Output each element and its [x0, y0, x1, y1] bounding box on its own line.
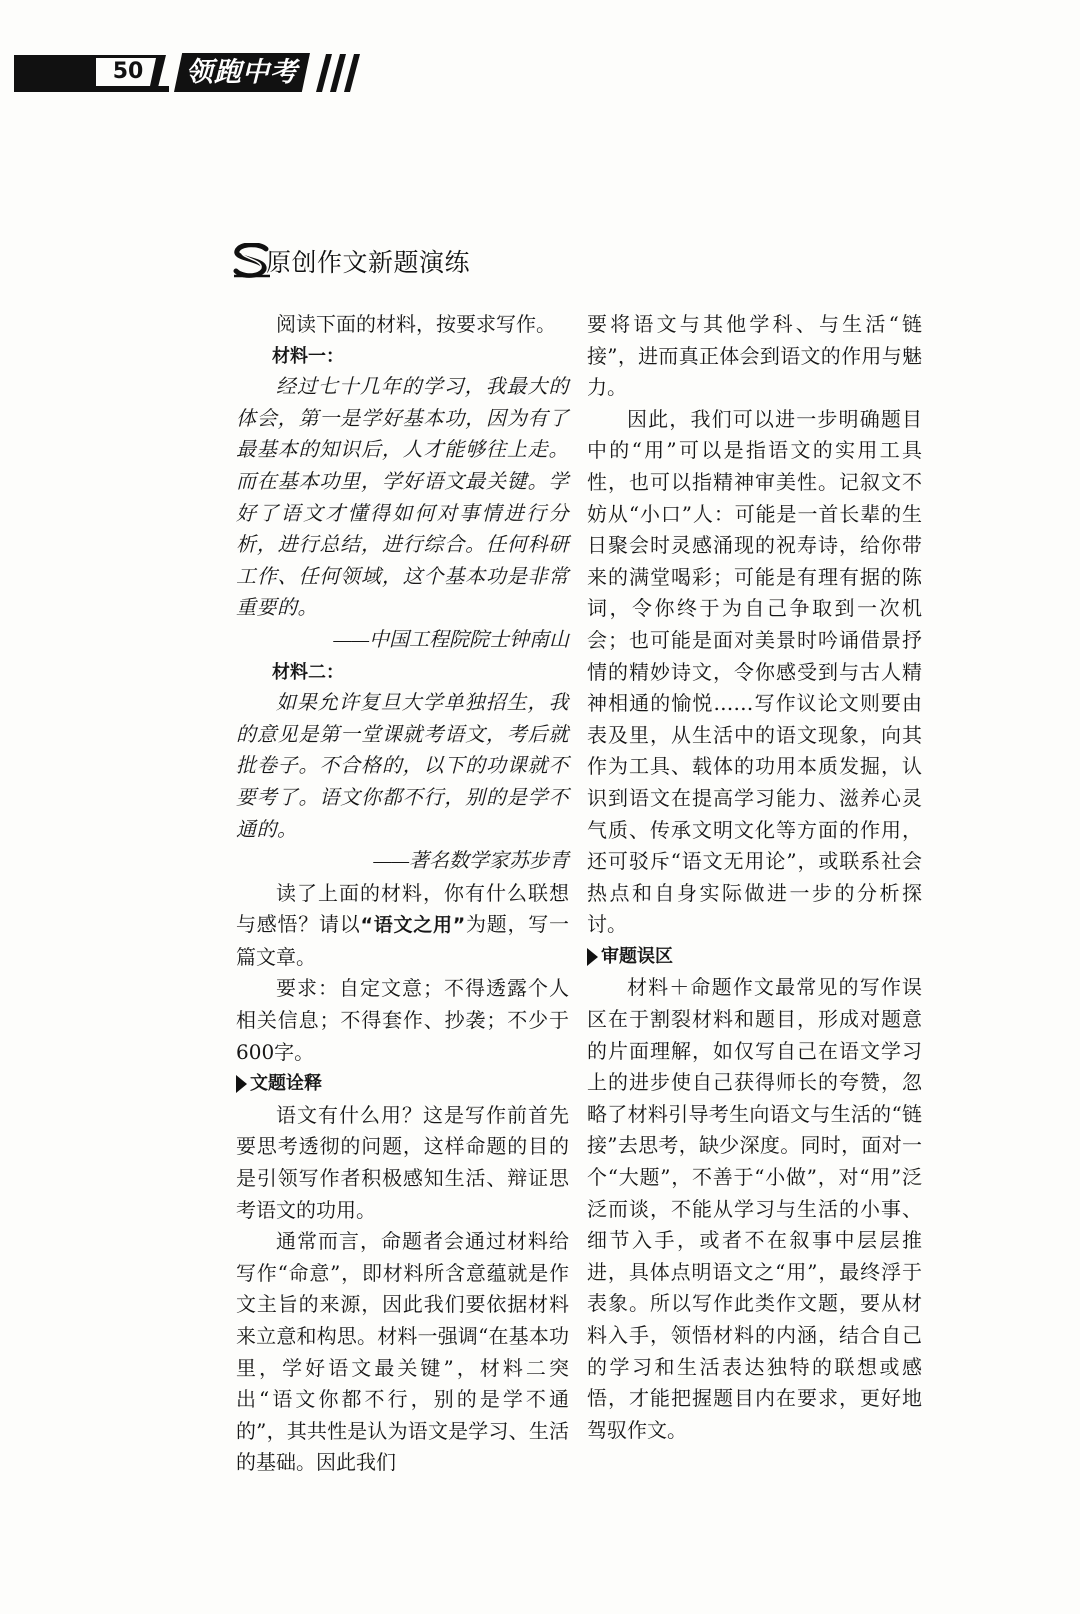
- header-underline: [14, 86, 169, 92]
- right-column: [587, 309, 922, 1446]
- continued-paragraph: 要将语文与其他学科、与生活“链接”，进而真正体会到语文的作用与魅力。: [587, 312, 922, 400]
- material-two-text: 如果允许复旦大学单独招生，我的意见是第一堂课就考语文，考后就批卷子。不合格的，以下的功课就不要考了。语文你都不行，别的是学不通的。: [236, 692, 569, 841]
- task-text-after: 为题，写一篇文章。: [236, 912, 570, 969]
- material-one-label: 材料一：: [272, 345, 344, 367]
- material-two-label: 材料二：: [272, 661, 344, 683]
- intro-paragraph: 阅读下面的材料，按要求写作。: [276, 312, 556, 336]
- left-column: [236, 309, 569, 1479]
- triangle-marker-icon: [587, 948, 598, 966]
- material-one-text: 经过七十几年的学习，我最大的体会，第一是学好基本功，因为有了最基本的知识后，人才能够往上走。而在基本功里，学好语文最关键。学好了语文才懂得如何对事情进行分析，进行总结，进行综合。任何科研工作、任何领域，这个基本功是非常重要的。: [236, 376, 569, 620]
- header-title: 领跑中考: [186, 57, 298, 88]
- interpretation-paragraph-1: 语文有什么用？这是写作前首先要思考透彻的问题，这样命题的目的是引领写作者积极感知生活、辩证思考语文的功用。: [236, 1102, 569, 1222]
- task-title: “语文之用”: [360, 914, 466, 937]
- requirements-paragraph: 要求：自定文意；不得透露个人相关信息；不得套作、抄袭；不少于600字。: [236, 976, 569, 1064]
- interpretation-paragraph-2: 通常而言，命题者会通过材料给写作“命意”，即材料所含意蕴就是作文主旨的来源，因此我们要依据材料来立意和构思。材料一强调“在基本功里，学好语文最关键”，材料二突出“语文你都不行，别的是学不通的”，其共性是认为语文是学习、生活的基础。因此我们: [236, 1229, 569, 1475]
- pitfalls-paragraph: 材料＋命题作文最常见的写作误区在于割裂材料和题目，形成对题意的片面理解，如仅写自己在语文学习上的进步使自己获得师长的夸赞，忽略了材料引导考生向语文与生活的“链接”去思考，缺少深度。同时，面对一个“大题”，不善于“小做”，对“用”泛泛而谈，不能从学习与生活的小事、细节入手，或者不在叙事中层层推进，具体点明语文之“用”，最终浮于表象。所以写作此类作文题，要从材料入手，领悟材料的内涵，结合自己的学习和生活表达独特的联想或感悟，才能把握题目内在要求，更好地驾驭作文。: [587, 975, 922, 1442]
- header-slash-marks: [316, 52, 366, 94]
- section-title: 原创作文新题演练: [266, 248, 471, 277]
- material-one-attribution: ——中国工程院院士钟南山: [333, 628, 569, 651]
- subheading-pitfalls: [587, 941, 922, 973]
- subheading-topic-interpretation: [236, 1068, 569, 1100]
- subheading-label: 文题诠释: [250, 1073, 322, 1095]
- analysis-paragraph: 因此，我们可以进一步明确题目中的“用”可以是指语文的实用工具性，也可以指精神审美性。记叙文不妨从“小口”人：可能是一首长辈的生日聚会时灵感涌现的祝寿诗，给你带来的满堂喝彩；可能是有理有据的陈词，令你终于为自己争取到一次机会；也可能是面对美景时吟诵借景抒情的精妙诗文，令你感受到与古人精神相通的愉悦……写作议论文则要由表及里，从生活中的语文现象，向其作为工具、载体的功用本质发掘，认识到语文在提高学习能力、滋养心灵气质、传承文明文化等方面的作用，还可驳斥“语文无用论”，或联系社会热点和自身实际做进一步的分析探讨。: [587, 406, 922, 937]
- page-number: 50: [112, 59, 144, 84]
- triangle-marker-icon: [236, 1075, 247, 1093]
- subheading-label: 审题误区: [601, 945, 673, 967]
- task-paragraph: [236, 878, 569, 974]
- task-text-before: 读了上面的材料，你有什么联想与感悟？请以: [236, 880, 569, 937]
- material-two-attribution: ——著名数学家苏步青: [373, 850, 569, 873]
